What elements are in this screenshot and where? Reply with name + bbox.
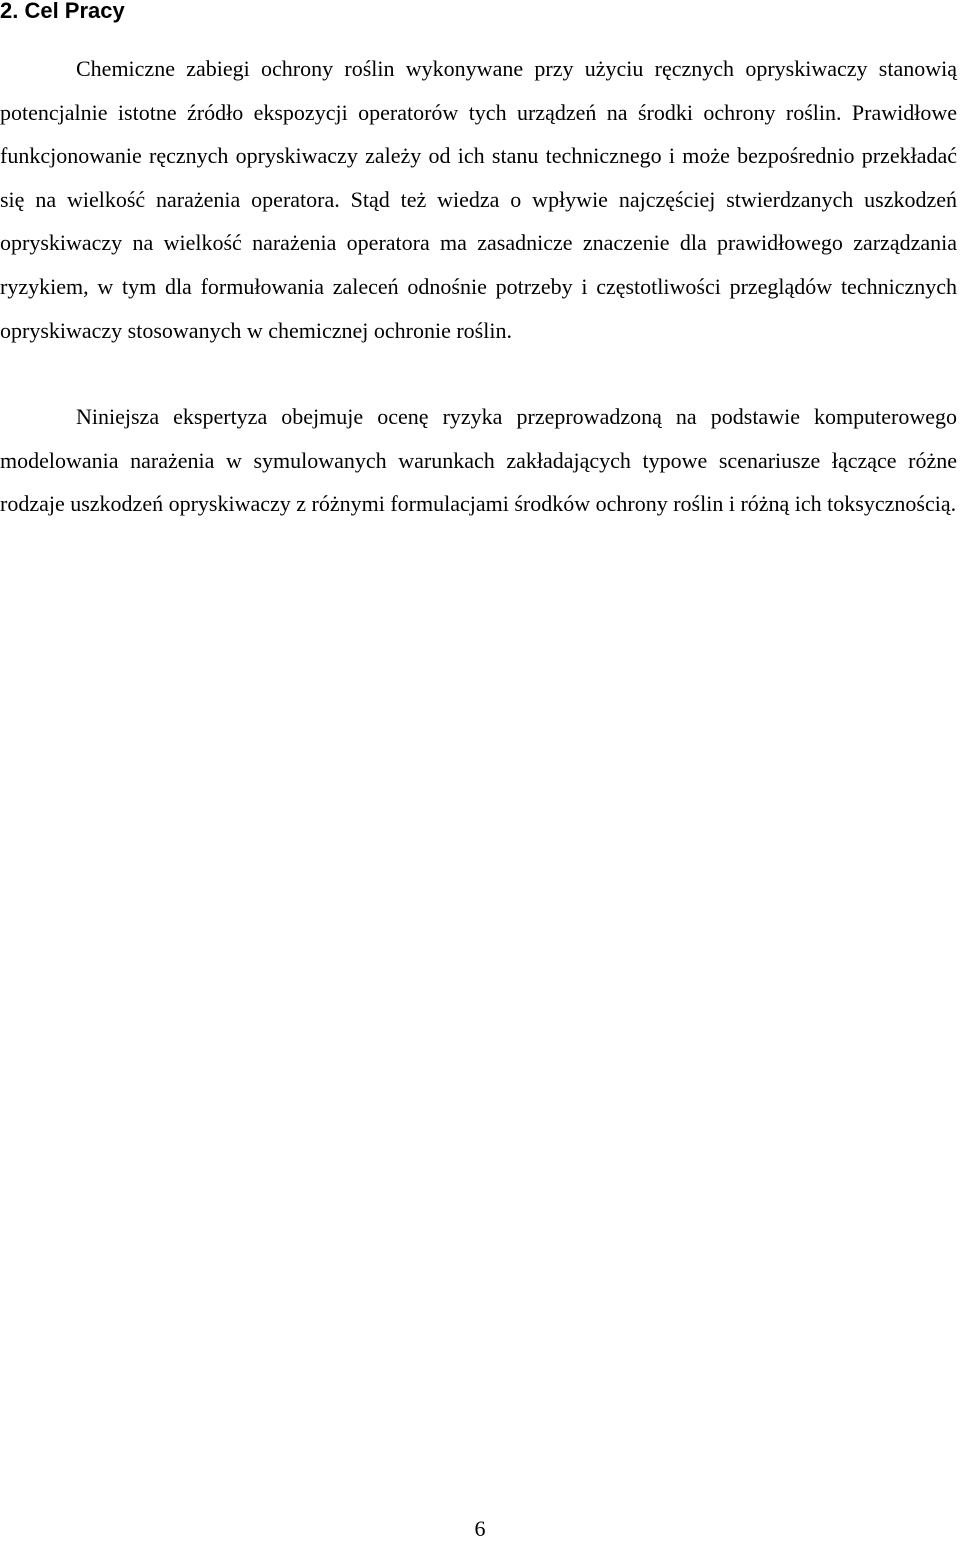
body-paragraph: Niniejsza ekspertyza obejmuje ocenę ryzyka przeprowadzoną na podstawie komputerowego modelowania narażenia w symulowanych warunkach zakładających typowe scenariusze łączące różne rodzaje uszkodzeń opryskiwaczy z różnymi formulacjami środków ochrony roślin i różną ich toksycznością. bbox=[0, 404, 957, 517]
body-paragraph: Chemiczne zabiegi ochrony roślin wykonywane przy użyciu ręcznych opryskiwaczy stanowią potencjalnie istotne źródło ekspozycji operatorów tych urządzeń na środki ochrony roślin. Prawidłowe funkcjonowanie ręcznych opryskiwaczy zależy od ich stanu technicznego i może bezpośrednio przekładać się na wielkość narażenia operatora. Stąd też wiedza o wpływie najczęściej stwierdzanych uszkodzeń opryskiwaczy na wielkość narażenia operatora ma zasadnicze znaczenie dla prawidłowego zarządzania ryzykiem, w tym dla formułowania zaleceń odnośnie potrzeby i częstotliwości przeglądów technicznych opryskiwaczy stosowanych w chemicznej ochronie roślin. bbox=[0, 56, 957, 343]
page-number: 6 bbox=[474, 1516, 486, 1541]
section-heading: 2. Cel Pracy bbox=[0, 0, 125, 23]
